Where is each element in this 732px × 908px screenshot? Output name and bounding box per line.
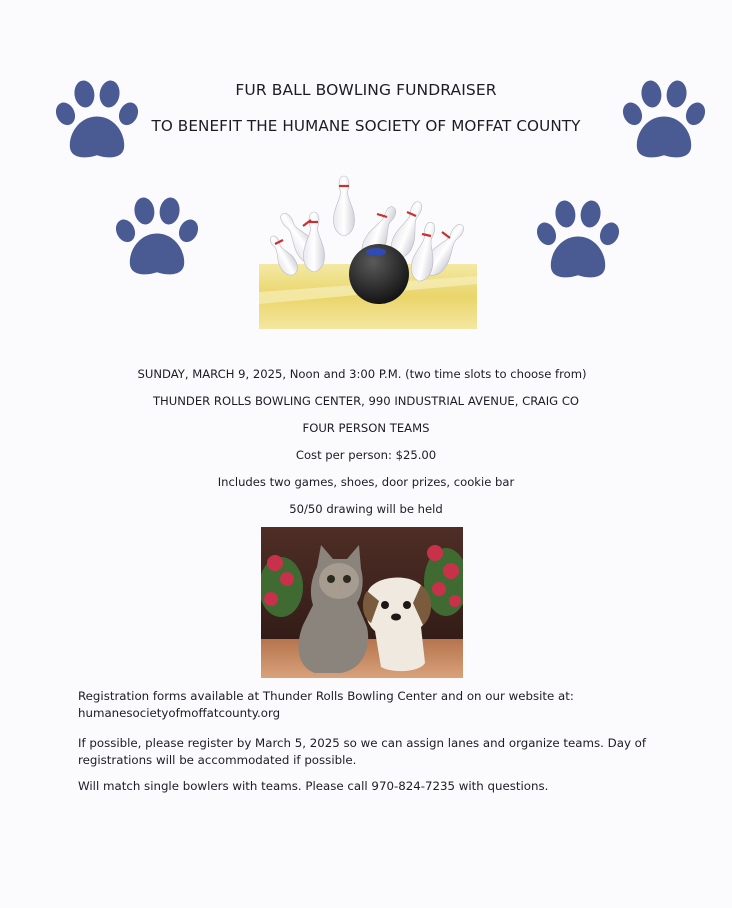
paw-print-icon [112,193,202,283]
website-link[interactable]: humanesocietyofmoffatcounty.org [78,706,281,720]
flyer-subtitle: TO BENEFIT THE HUMANE SOCIETY OF MOFFAT COUNTY [151,117,581,135]
event-includes: Includes two games, shoes, door prizes, cookie bar [217,475,515,489]
registration-info [78,688,638,722]
single-bowlers-info: Will match single bowlers with teams. Please call 970-824-7235 with questions. [78,779,549,793]
register-by-line: If possible, please register by March 5, 2025 so we can assign lanes and organize teams. Day of [78,736,647,750]
flyer-title: FUR BALL BOWLING FUNDRAISER [235,81,497,99]
event-teams: FOUR PERSON TEAMS [302,421,430,435]
registration-line: Registration forms available at Thunder Rolls Bowling Center and on our website at: [78,689,574,703]
kitten-puppy-image [261,527,463,678]
register-by-line: registrations will be accommodated if possible. [78,753,357,767]
event-cost: Cost per person: $25.00 [295,448,437,462]
paw-print-icon [533,196,623,286]
register-by-info [78,735,658,769]
event-date-time: SUNDAY, MARCH 9, 2025, Noon and 3:00 P.M. (two time slots to choose from) [137,367,587,381]
bowling-image [259,172,477,329]
event-location: THUNDER ROLLS BOWLING CENTER, 990 INDUSTRIAL AVENUE, CRAIG CO [152,394,580,408]
event-drawing: 50/50 drawing will be held [289,502,443,516]
